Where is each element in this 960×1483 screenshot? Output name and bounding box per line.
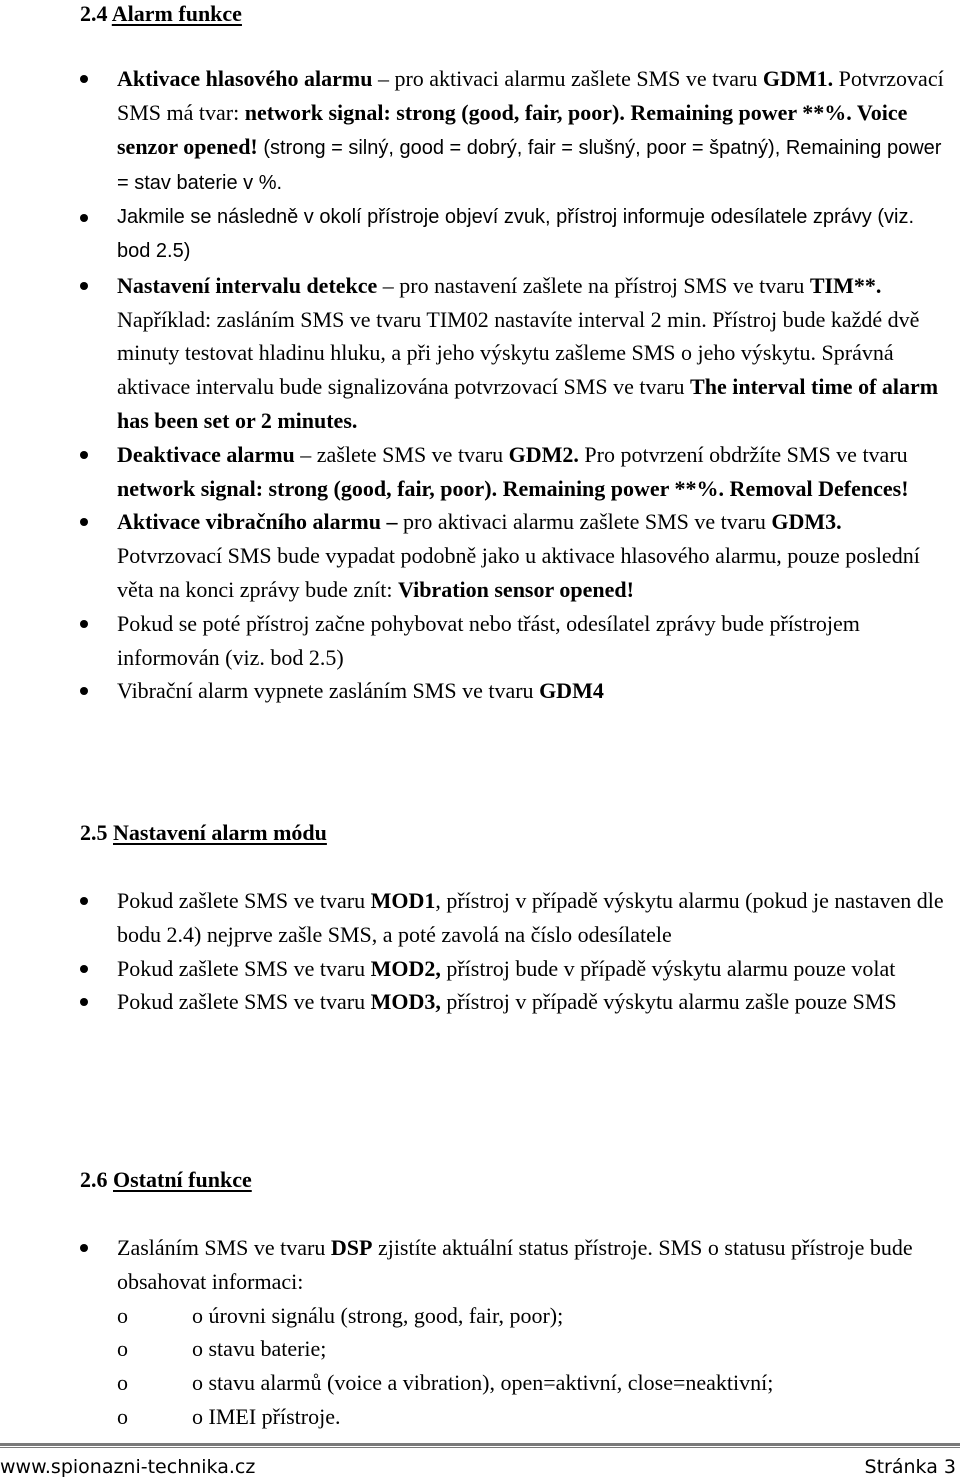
item-bold-text: MOD3, [370,989,441,1015]
footer-divider [0,1443,960,1446]
list-item-mod1 [80,884,952,952]
list-item-vibration-off [80,674,952,708]
item-text: Pro potvrzení obdržíte SMS ve tvaru [578,441,908,467]
sublist-item [117,1299,952,1333]
sublist-text: o stavu baterie; [192,1336,327,1362]
item-text: Pokud se poté přístroj začne pohybovat nebo třást, odesílatel zprávy bude přístrojem informován (viz. bod 2.5) [117,610,860,670]
alarm-functions-list [80,62,952,708]
item-text: – pro aktivaci alarmu zašlete SMS ve tvaru [372,66,763,91]
list-item-voice-alarm [80,62,952,201]
item-bold-text: GDM2. [508,441,579,467]
item-text: Pokud zašlete SMS ve tvaru [117,955,371,981]
section-title: Nastavení alarm módu [113,820,327,845]
sublist-text: o stavu alarmů (voice a vibration), open=aktivní, close=neaktivní; [192,1370,774,1396]
item-bold-text: Deaktivace alarmu [117,441,295,467]
sublist-item [117,1400,952,1434]
item-text: Pokud zašlete SMS ve tvaru [117,989,371,1015]
item-text: , přístroj v případě výskytu alarmu (pokud je nastaven dle bodu 2.4) nejprve zašle SMS, a poté zavolá na číslo odesílatele [117,888,944,947]
section-heading-2-6 [80,1167,252,1193]
item-text: Jakmile se následně v okolí přístroje objeví zvuk, přístroj informuje odesílatele zprávy (viz. bod 2.5) [117,206,915,262]
other-functions-list [80,1231,952,1434]
footer-divider-thin [0,1447,960,1448]
section-title: Alarm funkce [111,1,242,26]
list-item-mod3 [80,985,952,1019]
item-text: – pro nastavení zašlete na přístroj SMS ve tvaru [377,272,810,298]
list-item-dsp [80,1231,952,1434]
item-bold-text: Aktivace vibračního alarmu – [117,509,398,535]
item-text: Potvrzovací SMS bude vypadat podobně jako u aktivace hlasového alarmu, pouze poslední věta na konci zprávy bude znít: [117,543,920,602]
item-bold-text: GDM3. [771,509,842,535]
item-bold-text: MOD2, [370,955,441,981]
item-text: Vibrační alarm vypnete zasláním SMS ve tvaru [117,678,540,704]
item-text: pro aktivaci alarmu zašlete SMS ve tvaru [397,509,772,535]
sublist-text: o IMEI přístroje. [192,1403,341,1429]
alarm-mode-list [80,884,952,1019]
item-text: Pokud zašlete SMS ve tvaru [117,888,371,913]
section-heading-2-4 [80,1,242,27]
status-info-sublist [117,1299,952,1434]
item-text: Například: zasláním SMS ve tvaru TIM02 nastavíte interval 2 min. Přístroj bude každé dvě minuty testovat hladinu hluku, a při jeho výskytu zašleme SMS o jeho výskytu. Správná aktivace intervalu bude signalizována potvrzovací SMS ve tvaru [117,306,920,400]
item-text: Potvrzovací SMS má tvar: [117,66,944,125]
sublist-marker: o [117,1403,128,1429]
section-number: 2.4 [80,1,108,26]
sublist-item [117,1366,952,1400]
list-item-detection-interval [80,269,952,438]
item-bold-text: MOD1 [370,888,436,913]
item-bold-text: network signal: strong (good, fair, poor). Remaining power **%. Voice senzor opened! [117,99,908,159]
item-text: zjistíte aktuální status přístroje. SMS o statusu přístroje bude obsahovat informaci: [117,1235,913,1294]
list-item-vibration-alarm [80,505,952,606]
section-number: 2.5 [80,820,108,845]
item-text: přístroj bude v případě výskytu alarmu pouze volat [440,955,896,981]
item-bold-text: DSP [330,1235,373,1260]
section-number: 2.6 [80,1167,108,1192]
sublist-marker: o [117,1302,128,1328]
list-item-mod2 [80,952,952,986]
section-title: Ostatní funkce [113,1167,252,1192]
item-text: (strong = silný, good = dobrý, fair = slušný, poor = špatný), Remaining power = stav baterie v %. [117,136,942,195]
item-bold-text: network signal: strong (good, fair, poor). Remaining power **%. Removal Defences! [117,475,909,501]
item-bold-text: GDM4 [539,678,604,704]
footer-page-number: Stránka 3 [864,1456,956,1478]
item-text: Zasláním SMS ve tvaru [117,1235,331,1260]
item-bold-text: The interval time of alarm has been set or 2 minutes. [117,374,939,433]
item-bold-text: Nastavení intervalu detekce [117,272,378,298]
item-bold-text: Aktivace hlasového alarmu [117,66,373,91]
item-text: přístroj v případě výskytu alarmu zašle pouze SMS [440,989,897,1015]
sublist-text: o úrovni signálu (strong, good, fair, poor); [192,1302,564,1328]
sublist-marker: o [117,1336,128,1362]
list-item-movement-notify [80,607,952,675]
item-bold-text: TIM**. [809,272,882,298]
sublist-item [117,1332,952,1366]
footer-website: www.spionazni-technika.cz [0,1456,256,1478]
item-bold-text: GDM1. [762,66,834,91]
list-item-sound-notify [80,201,952,269]
item-text: – zašlete SMS ve tvaru [294,441,509,467]
sublist-marker: o [117,1370,128,1396]
section-heading-2-5 [80,820,327,846]
list-item-deactivate-alarm [80,438,952,506]
item-bold-text: Vibration sensor opened! [398,576,634,602]
